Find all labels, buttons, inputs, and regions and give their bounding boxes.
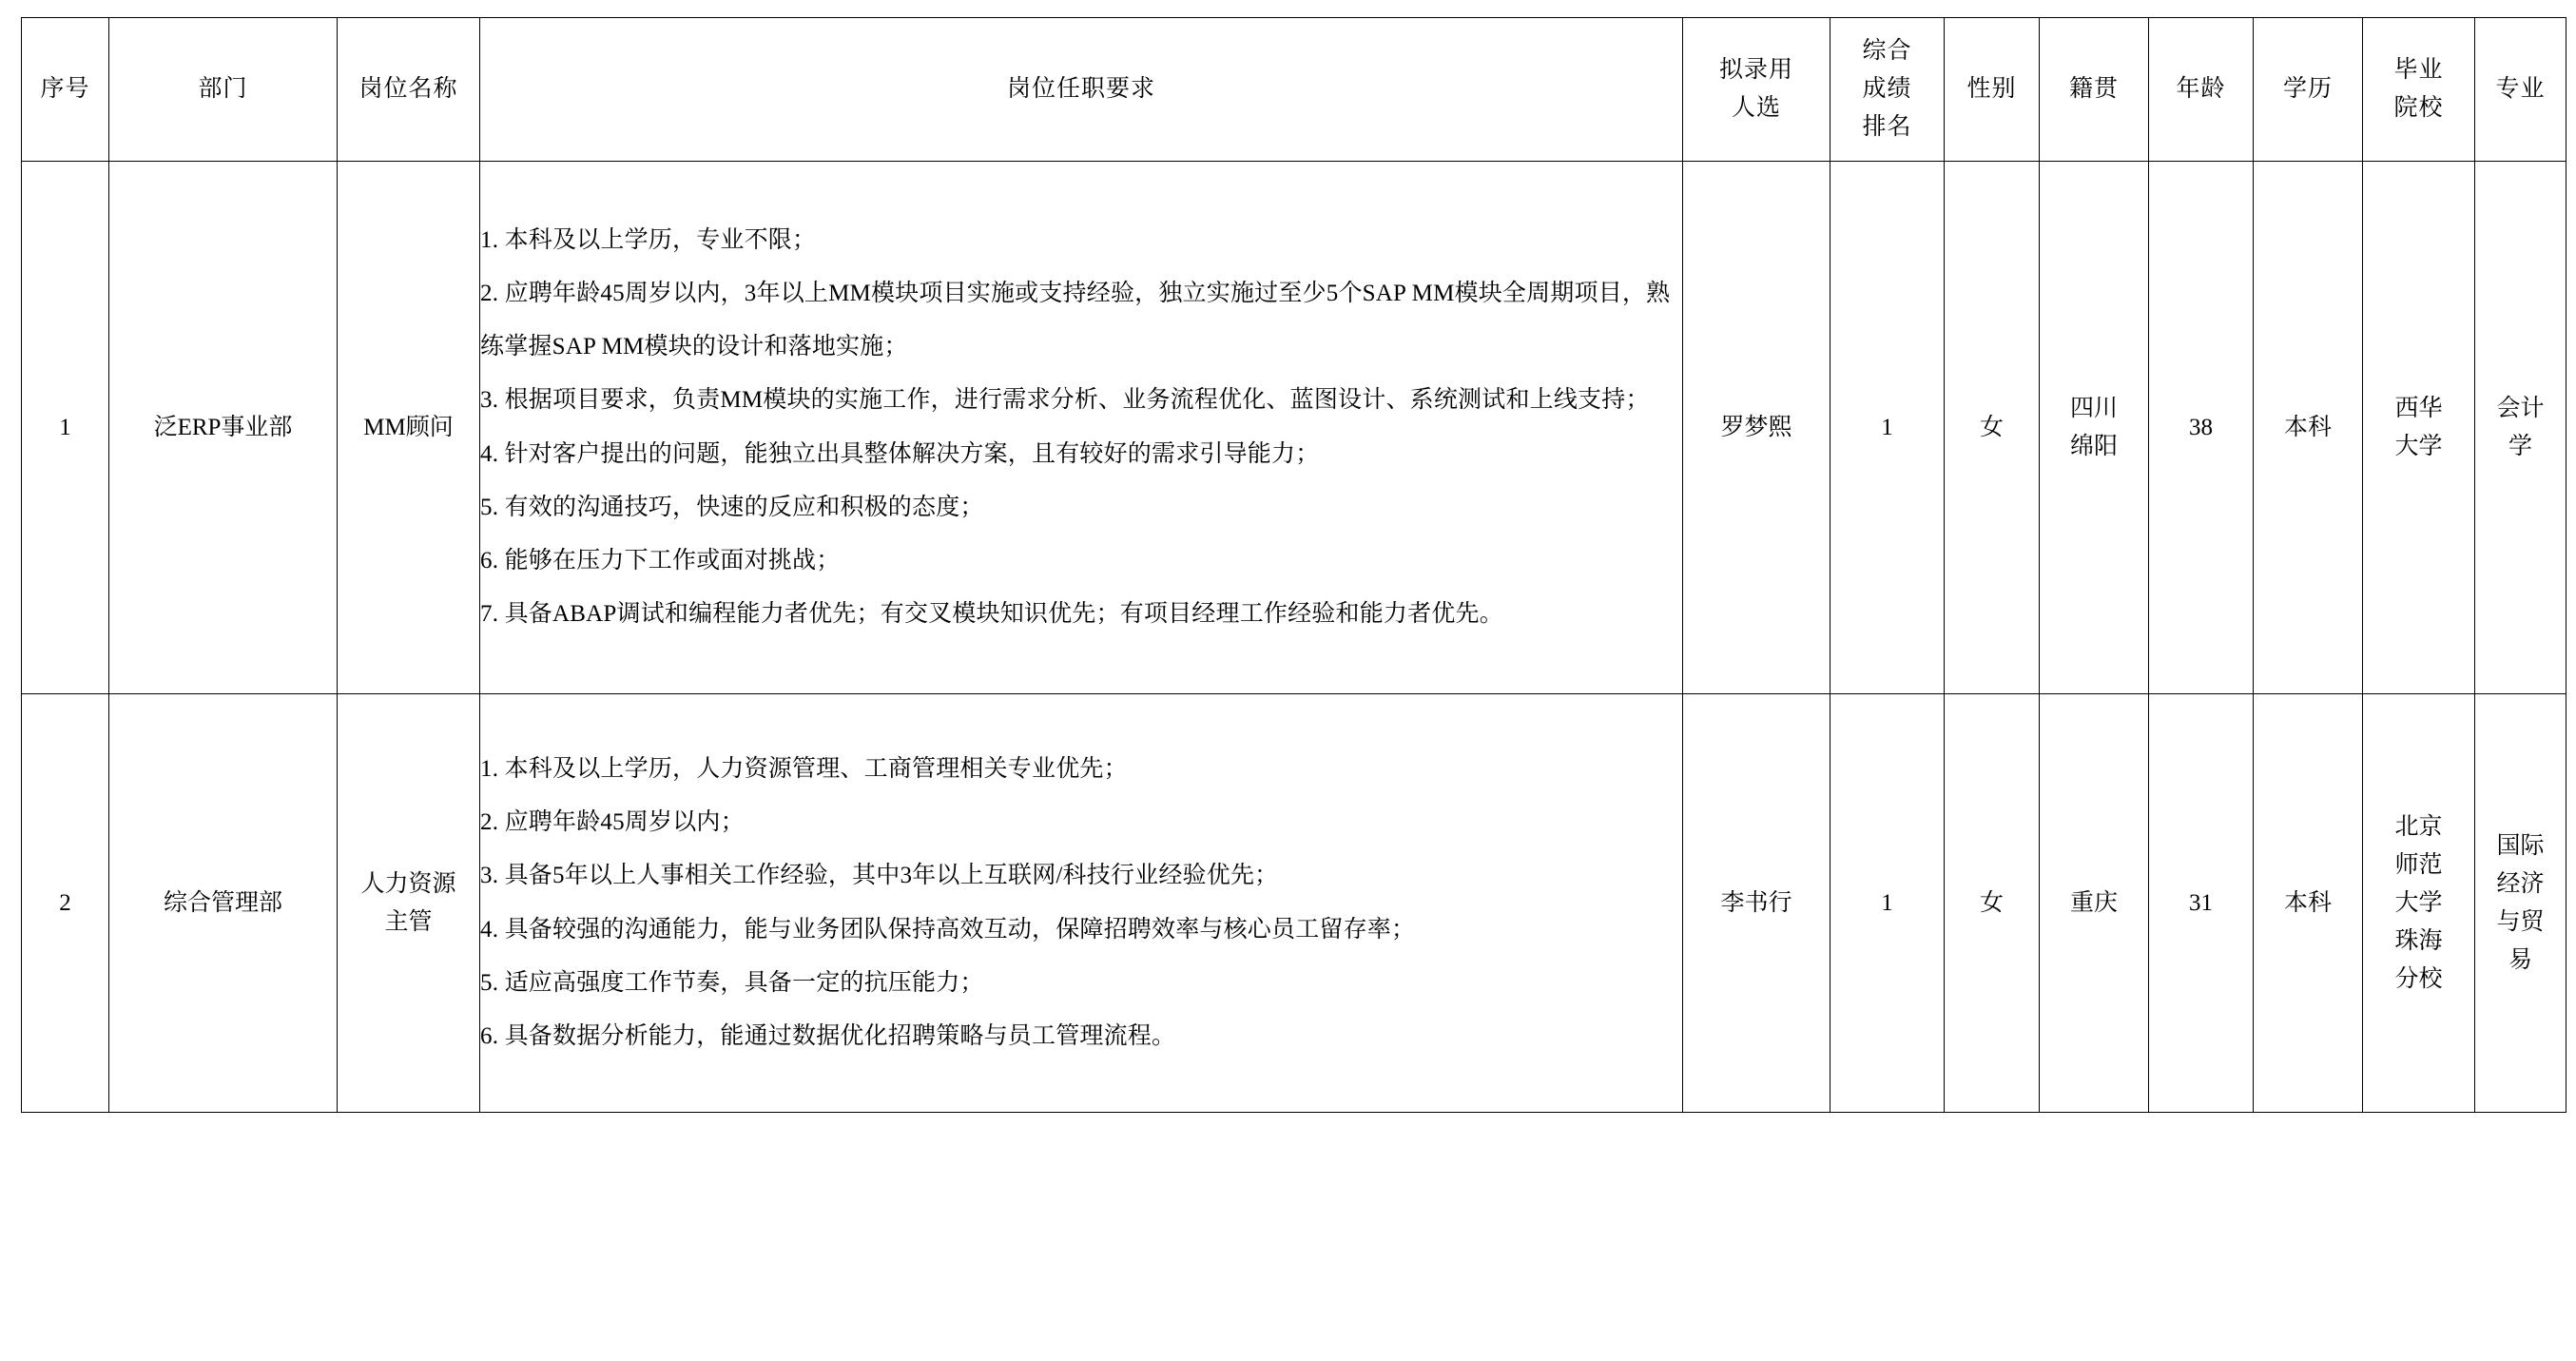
- school-line: 大学: [2394, 433, 2443, 459]
- recruitment-table: [21, 17, 2566, 1113]
- major-line: 学: [2508, 433, 2532, 459]
- header-label-seq: 序号: [40, 76, 90, 103]
- header-cell-seq: [22, 18, 109, 162]
- cell-position: [338, 694, 480, 1113]
- cell-age: 31: [2149, 694, 2254, 1113]
- cell-major: [2475, 694, 2566, 1113]
- cell-seq: 2: [22, 694, 109, 1113]
- header-label-rank-line2: 成绩: [1862, 76, 1912, 102]
- requirement-line: 1. 本科及以上学历，专业不限；: [480, 226, 817, 253]
- header-cell-education: [2254, 18, 2363, 162]
- cell-education: 本科: [2254, 694, 2363, 1113]
- position-line: 主管: [384, 908, 433, 935]
- cell-school: [2363, 162, 2475, 694]
- major-line: 经济: [2496, 870, 2545, 897]
- cell-seq: 1: [22, 162, 109, 694]
- cell-department: 综合管理部: [109, 694, 338, 1113]
- cell-major: [2475, 162, 2566, 694]
- header-label-rank-line1: 综合: [1862, 38, 1912, 64]
- header-label-major: 专业: [2495, 76, 2546, 103]
- major-line: 易: [2508, 946, 2532, 973]
- header-cell-dept: [109, 18, 338, 162]
- requirement-line: 6. 能够在压力下工作或面对挑战；: [480, 548, 841, 574]
- school-line: 大学: [2394, 889, 2443, 916]
- requirement-line: 3. 根据项目要求，负责MM模块的实施工作，进行需求分析、业务流程优化、蓝图设计、系统测试和上线支持；: [480, 387, 1650, 414]
- header-label-requirements: 岗位任职要求: [1006, 76, 1155, 103]
- cell-native-place: [2040, 162, 2149, 694]
- header-label-gender: 性别: [1966, 76, 2017, 103]
- table-body: [22, 162, 2566, 1113]
- school-line: 分校: [2394, 965, 2443, 992]
- header-label-rank-line3: 排名: [1862, 114, 1912, 140]
- table-header: [22, 18, 2566, 162]
- requirement-line: 5. 适应高强度工作节奏，具备一定的抗压能力；: [480, 969, 984, 996]
- table-row: [22, 162, 2566, 694]
- header-cell-requirements: [480, 18, 1683, 162]
- requirement-line: 2. 应聘年龄45周岁以内；: [480, 809, 745, 835]
- header-cell-age: [2149, 18, 2254, 162]
- cell-rank: 1: [1830, 162, 1945, 694]
- position-line: 人力资源: [360, 870, 456, 897]
- header-label-school-line1: 毕业: [2393, 57, 2444, 83]
- school-line: 北京: [2394, 813, 2443, 840]
- school-line: 珠海: [2394, 927, 2443, 954]
- header-label-person-line2: 人选: [1731, 95, 1781, 121]
- native-place-line: 重庆: [2069, 889, 2118, 916]
- header-cell-major: [2475, 18, 2566, 162]
- cell-gender: 女: [1945, 694, 2040, 1113]
- native-place-line: 四川: [2069, 395, 2118, 421]
- header-label-native-place: 籍贯: [2068, 76, 2119, 103]
- requirement-line: 5. 有效的沟通技巧，快速的反应和积极的态度；: [480, 494, 984, 520]
- requirement-line: 3. 具备5年以上人事相关工作经验，其中3年以上互联网/科技行业经验优先；: [480, 863, 1279, 889]
- header-row: [22, 18, 2566, 162]
- header-cell-gender: [1945, 18, 2040, 162]
- header-label-dept: 部门: [198, 76, 248, 103]
- major-line: 国际: [2496, 832, 2545, 859]
- requirement-line: 4. 针对客户提出的问题，能独立出具整体解决方案，且有较好的需求引导能力；: [480, 440, 1320, 467]
- header-label-person-line1: 拟录用: [1718, 57, 1793, 83]
- header-cell-school: [2363, 18, 2475, 162]
- major-line: 会计: [2496, 395, 2545, 421]
- requirement-line: 1. 本科及以上学历，人力资源管理、工商管理相关专业优先；: [480, 755, 1128, 782]
- header-label-age: 年龄: [2176, 76, 2226, 103]
- major-line: 与贸: [2496, 908, 2545, 935]
- cell-candidate: 李书行: [1683, 694, 1830, 1113]
- header-label-school-line2: 院校: [2393, 95, 2444, 121]
- school-line: 西华: [2394, 395, 2443, 421]
- native-place-line: 绵阳: [2069, 433, 2118, 459]
- header-cell-person: [1683, 18, 1830, 162]
- cell-candidate: 罗梦熙: [1683, 162, 1830, 694]
- table-row: [22, 694, 2566, 1113]
- cell-education: 本科: [2254, 162, 2363, 694]
- cell-age: 38: [2149, 162, 2254, 694]
- header-label-post: 岗位名称: [358, 76, 458, 103]
- cell-rank: 1: [1830, 694, 1945, 1113]
- school-line: 师范: [2394, 851, 2443, 878]
- cell-school: [2363, 694, 2475, 1113]
- header-cell-post: [338, 18, 480, 162]
- header-label-education: 学历: [2282, 76, 2333, 103]
- cell-native-place: [2040, 694, 2149, 1113]
- requirement-line: 4. 具备较强的沟通能力，能与业务团队保持高效互动，保障招聘效率与核心员工留存率；: [480, 916, 1416, 943]
- cell-requirements: [480, 694, 1683, 1113]
- header-cell-rank: [1830, 18, 1945, 162]
- cell-gender: 女: [1945, 162, 2040, 694]
- requirement-line: 2. 应聘年龄45周岁以内，3年以上MM模块项目实施或支持经验，独立实施过至少5个SAP MM模块全周期项目，熟练掌握SAP MM模块的设计和落地实施；: [480, 280, 1671, 360]
- requirement-line: 6. 具备数据分析能力，能通过数据优化招聘策略与员工管理流程。: [480, 1023, 1176, 1049]
- requirement-line: 7. 具备ABAP调试和编程能力者优先；有交叉模块知识优先；有项目经理工作经验和能力者优先。: [480, 601, 1503, 628]
- cell-department: 泛ERP事业部: [109, 162, 338, 694]
- cell-position: MM顾问: [338, 162, 480, 694]
- header-cell-native-place: [2040, 18, 2149, 162]
- cell-requirements: [480, 162, 1683, 694]
